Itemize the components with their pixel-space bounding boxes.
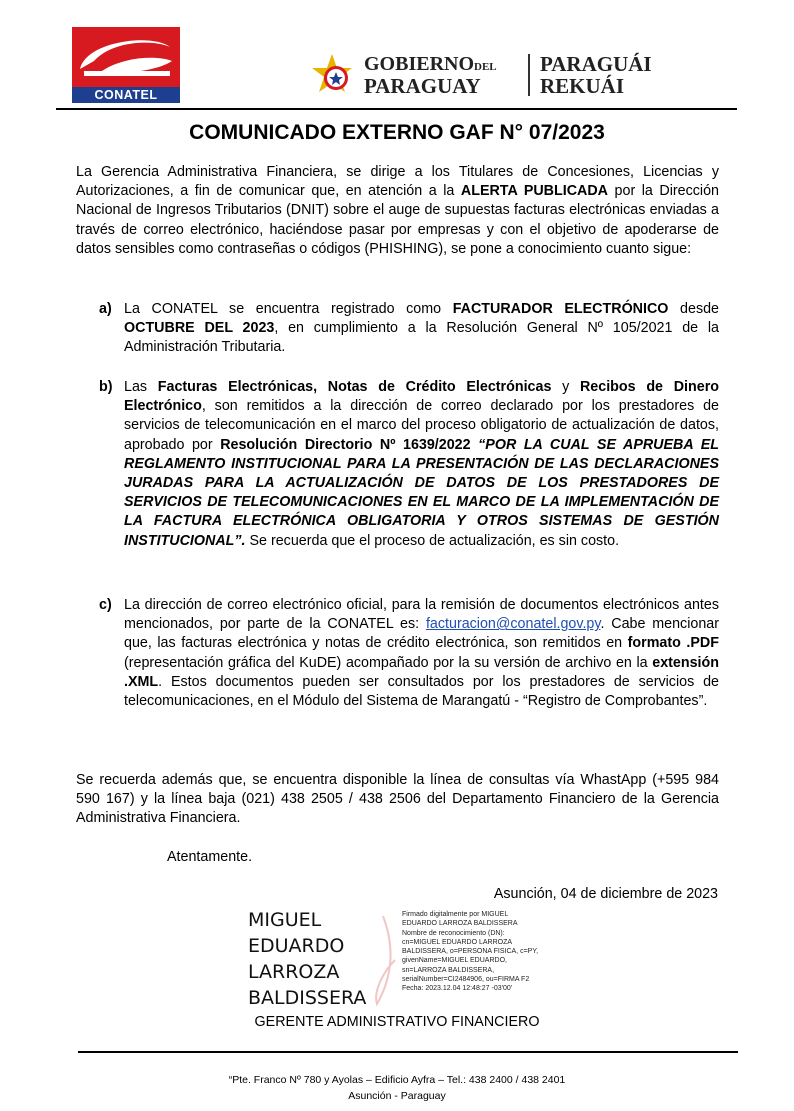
item-b-text-1: Las <box>124 379 158 395</box>
conatel-logo <box>72 27 180 102</box>
email-link[interactable]: facturacion@conatel.gov.py <box>425 616 601 633</box>
sig-detail-line: Nombre de reconocimiento (DN): <box>402 929 505 937</box>
item-a-text-1: La CONATEL se encuentra registrado como <box>124 301 453 317</box>
list-item-body <box>124 300 719 358</box>
reminder-paragraph <box>76 771 719 829</box>
digital-signature-details <box>402 910 572 994</box>
item-c-text-4: . Estos documentos pueden ser consultados por los prestadores de servicios de telecomunicaciones, en el Módulo del Sistema de Marangatú - “Registro de Comprobantes”. <box>124 673 719 710</box>
signer-role: GERENTE ADMINISTRATIVO FINANCIERO <box>254 1014 540 1030</box>
conatel-swoosh-icon <box>72 27 180 87</box>
intro-text-2: por la Dirección Nacional de Ingresos Tributarios (DNIT) sobre el auge de supuestas facturas electrónicas enviadas a través de correo electrónico, haciéndose pasar por empresas y con el objetivo de apoderarse de datos sensibles como contraseñas o códigos (PHISHING), se pone a conocimiento cuanto sigue: <box>76 183 720 257</box>
sig-detail-line: cn=MIGUEL EDUARDO LARROZA <box>402 938 513 946</box>
item-c-bold-1: formato .PDF <box>627 635 719 652</box>
list-item-label: a) <box>99 301 112 317</box>
gov-line1-a: GOBIERNO <box>364 53 475 75</box>
gov-line2: PARAGUAY <box>364 74 481 98</box>
item-b-text-2: y <box>551 379 580 395</box>
signature-scribble-icon <box>355 912 405 1012</box>
item-c-text-2: . Cabe mencionar que, las facturas electrónica y notas de crédito electrónica, son remitidos en <box>124 616 719 652</box>
intro-paragraph <box>76 163 719 259</box>
gov-line1-b: DEL <box>474 61 497 73</box>
signer-name-line: MIGUEL <box>248 909 322 931</box>
sig-detail-line: Fecha: 2023.12.04 12:48:27 -03'00' <box>402 985 513 993</box>
document-title: COMUNICADO EXTERNO GAF N° 07/2023 <box>189 121 605 144</box>
item-c-bold-2: extensión .XML <box>124 654 719 690</box>
item-b-text-4: Se recuerda que el proceso de actualización, es sin costo. <box>245 532 620 549</box>
gov-separator <box>528 54 530 96</box>
item-a-text-3: , en cumplimiento a la Resolución General Nº 105/2021 de la Administración Tributaria. <box>124 320 719 356</box>
item-a-bold-1: FACTURADOR ELECTRÓNICO <box>452 301 669 317</box>
header-divider <box>56 108 737 110</box>
item-b-text-3: , son remitidos a la dirección de correo declarado por los prestadores de servicios de telecomunicación en el marco del proceso obligatorio de actualización de datos, aprobado por <box>124 398 719 453</box>
item-a-bold-2: OCTUBRE DEL 2023 <box>124 320 275 337</box>
sig-detail-line: EDUARDO LARROZA BALDISSERA <box>402 920 518 928</box>
sig-detail-line: BALDISSERA, o=PERSONA FISICA, c=PY, <box>402 948 539 956</box>
list-item-label: c) <box>99 597 112 613</box>
item-b-bold-1: Facturas Electrónicas, Notas de Crédito Electrónicas <box>157 379 552 395</box>
item-b-resolution-title: “POR LA CUAL SE APRUEBA EL REGLAMENTO INSTITUCIONAL PARA LA PRESENTACIÓN DE LAS DECLARACIONES JURADAS PARA LA ACTUALIZACIÓN DE DATOS DE LOS PRESTADORES DE SERVICIOS DE TELECOMUNICACIONES EN EL MARCO DE LA IMPLEMENTACIÓN DE LA FACTURA ELECTRÓNICA OBLIGATORIA Y OTROS SISTEMAS DE GESTIÓN INSTITUCIONAL”. <box>124 436 719 549</box>
list-item-label: b) <box>99 379 113 395</box>
signer-name-line: LARROZA <box>248 961 340 983</box>
item-b-bold-3: Resolución Directorio Nº 1639/2022 <box>220 436 471 453</box>
gov-right-line1: PARAGUÁI <box>540 52 652 76</box>
list-item-body <box>124 378 719 551</box>
item-a-text-2: desde <box>668 301 719 317</box>
sig-detail-line: sn=LARROZA BALDISSERA, <box>402 966 495 974</box>
item-c-text-3: (representación gráfica del KuDE) acompañado por la su versión de archivo en la <box>124 654 653 671</box>
footer-divider <box>78 1051 738 1053</box>
document-date: Asunción, 04 de diciembre de 2023 <box>493 886 718 902</box>
signer-name <box>248 907 366 1011</box>
reminder-text: Se recuerda además que, se encuentra disponible la línea de consultas vía WhastApp (+595 984 590 167) y la línea baja (021) 438 2505 / 438 2506 del Departamento Financiero de la Gerencia Administrativa Financiera. <box>76 772 719 827</box>
item-c-text-1: La dirección de correo electrónico oficial, para la remisión de documentos electrónicos antes mencionados, por parte de la CONATEL es: <box>124 597 719 633</box>
conatel-logo-mark <box>72 27 180 87</box>
intro-text-1: La Gerencia Administrativa Financiera, se dirige a los Titulares de Concesiones, Licencias y Autorizaciones, a fin de comunicar que, en atención a la <box>76 164 719 200</box>
gov-right-line2: REKUÁI <box>540 74 625 98</box>
sig-detail-line: givenName=MIGUEL EDUARDO, <box>402 957 507 965</box>
sig-detail-line: serialNumber=CI2484906, ou=FIRMA F2 <box>402 976 530 984</box>
footer-city: Asunción - Paraguay <box>348 1090 446 1102</box>
national-seal-icon <box>306 52 358 100</box>
item-b-bold-2: Recibos de Dinero Electrónico <box>124 379 719 415</box>
gobierno-logo <box>306 50 726 102</box>
closing-text: Atentamente. <box>167 849 253 865</box>
sig-detail-line: Firmado digitalmente por MIGUEL <box>402 911 509 918</box>
signer-name-line: EDUARDO <box>248 935 345 957</box>
signer-name-line: BALDISSERA <box>248 987 367 1009</box>
conatel-logo-text: CONATEL <box>72 87 180 103</box>
footer-address: “Pte. Franco Nº 780 y Ayolas – Edificio Ayfra – Tel.: 438 2400 / 438 2401 <box>228 1074 566 1086</box>
list-item-body <box>124 596 719 711</box>
intro-bold-1: ALERTA PUBLICADA <box>460 183 609 200</box>
